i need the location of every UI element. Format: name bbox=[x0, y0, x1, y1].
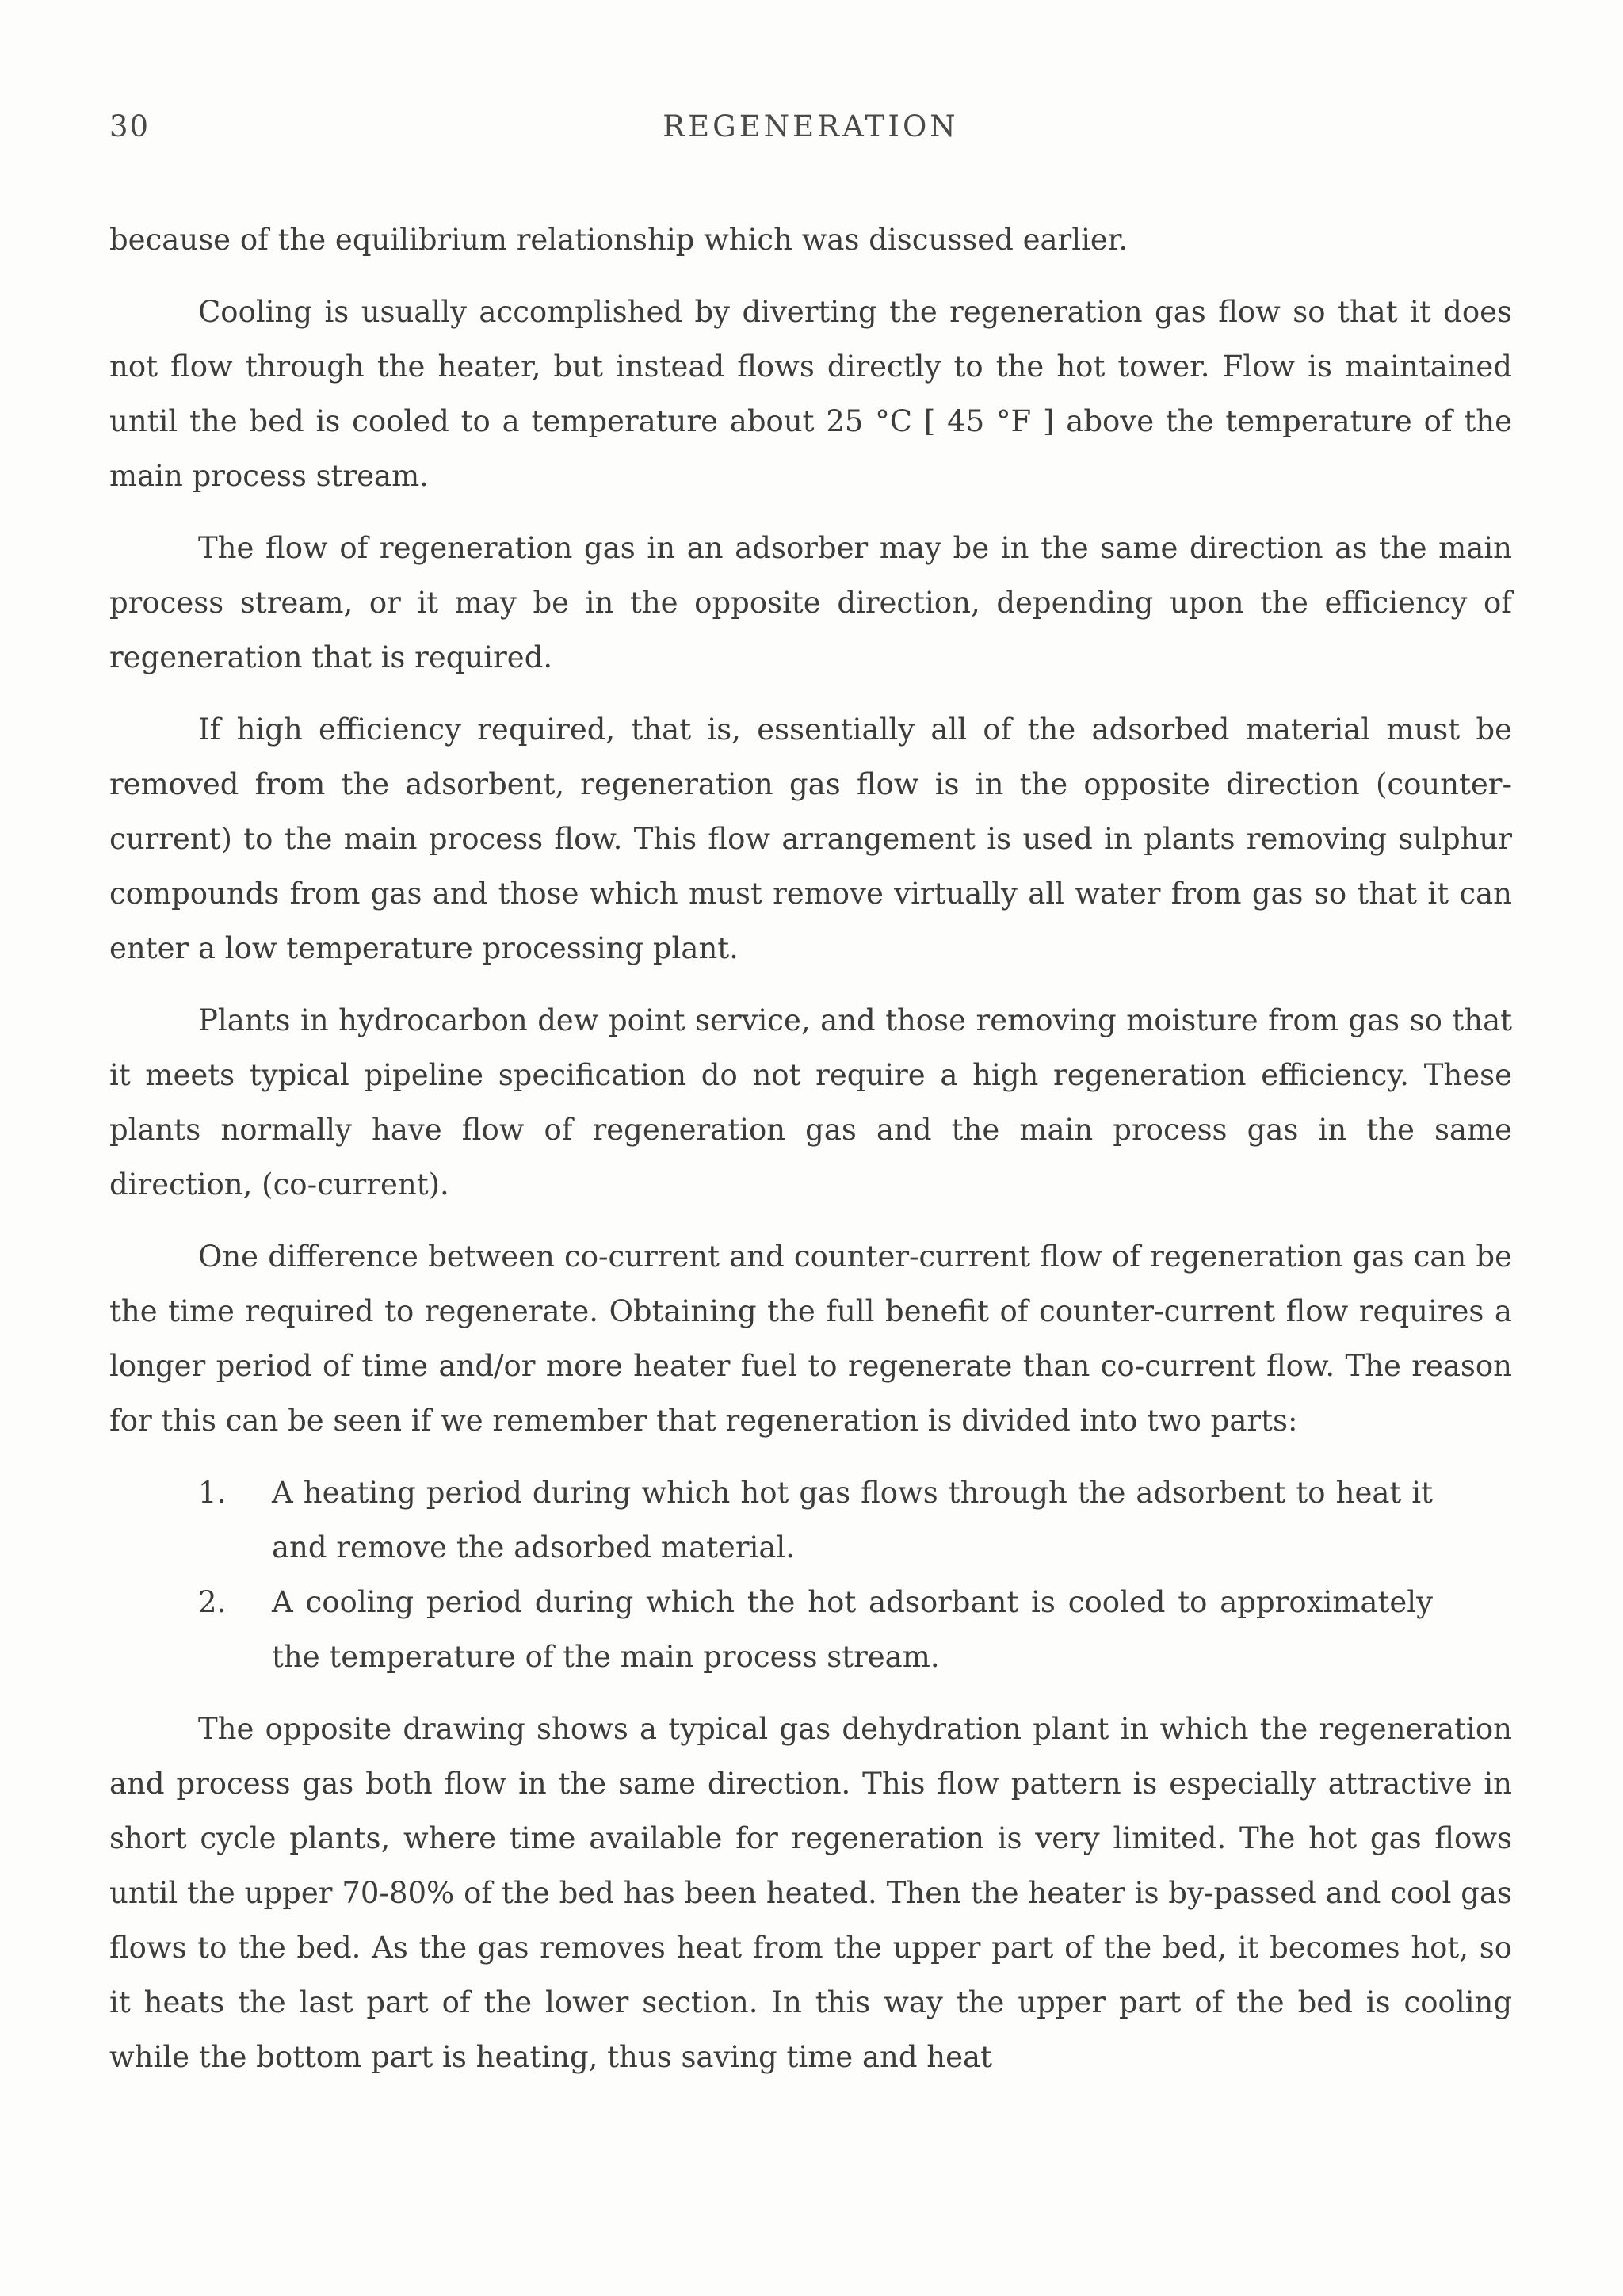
paragraph-continuation: because of the equilibrium relationship which was discussed earlier. bbox=[109, 223, 1128, 257]
body-text bbox=[109, 212, 1512, 2102]
list-item-number: 1. bbox=[198, 1476, 227, 1510]
list-item-text: A heating period during which hot gas flows through the adsorbent to heat it and remove the adsorbed material. bbox=[272, 1476, 1433, 1564]
page-number: 30 bbox=[109, 109, 151, 143]
paragraph-cooling: Cooling is usually accomplished by diverting the regeneration gas flow so that it does not flow through the heater, but instead flows directly to the hot tower. Flow is maintained until the bed is cooled to a temperature about 25 °C [ 45 °F ] above the temperature of the main process stream. bbox=[109, 295, 1512, 493]
list-item bbox=[109, 1465, 1512, 1575]
list-item bbox=[109, 1575, 1512, 1684]
page-header bbox=[109, 109, 1512, 149]
paragraph-co-current-difference: One difference between co-current and counter-current flow of regeneration gas can be the time required to regenerate. Obtaining the full benefit of counter-current flow requires a longer period of time and/or more heater fuel to regenerate than co-current flow. The reason for this can be seen if we remember that regeneration is divided into two parts: bbox=[109, 1240, 1512, 1438]
running-head: REGENERATION bbox=[663, 109, 959, 143]
paragraph-flow-direction: The flow of regeneration gas in an adsorber may be in the same direction as the main process stream, or it may be in the opposite direction, depending upon the efficiency of regeneration that is required. bbox=[109, 531, 1512, 674]
list-item-text: A cooling period during which the hot adsorbant is cooled to approximately the temperature of the main process stream. bbox=[272, 1585, 1433, 1674]
paragraph-dew-point-service: Plants in hydrocarbon dew point service, and those removing moisture from gas so that it meets typical pipeline specification do not require a high regeneration efficiency. These plants normally have flow of regeneration gas and the main process gas in the same direction, (co-current). bbox=[109, 1003, 1512, 1201]
paragraph-opposite-drawing: The opposite drawing shows a typical gas dehydration plant in which the regeneration and process gas both flow in the same direction. This flow pattern is especially attractive in short cycle plants, where time available for regeneration is very limited. The hot gas flows until the upper 70-80% of the bed has been heated. Then the heater is by-passed and cool gas flows to the bed. As the gas removes heat from the upper part of the bed, it becomes hot, so it heats the last part of the lower section. In this way the upper part of the bed is cooling while the bottom part is heating, thus saving time and heat bbox=[109, 1712, 1512, 2074]
paragraph-high-efficiency: If high efficiency required, that is, essentially all of the adsorbed material must be removed from the adsorbent, regeneration gas flow is in the opposite direction (counter-current) to the main process flow. This flow arrangement is used in plants removing sulphur compounds from gas and those which must remove virtually all water from gas so that it can enter a low temperature processing plant. bbox=[109, 712, 1512, 965]
regeneration-parts-list bbox=[109, 1465, 1512, 1684]
list-item-number: 2. bbox=[198, 1585, 227, 1619]
